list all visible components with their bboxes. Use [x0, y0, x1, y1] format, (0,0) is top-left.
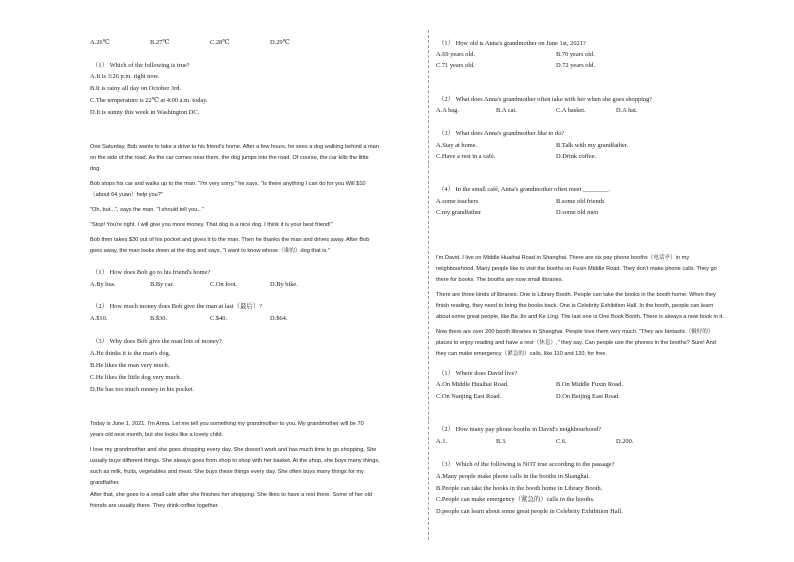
passage-line: finish reading, they need to bring the books back. One is Celebrity Exhibition Hall. In the booth, people can learn: [436, 303, 714, 309]
passage-line: they can make emergency（紧急的）calls, like 110 and 120, for free.: [436, 351, 607, 357]
passage-line: there for books. The booths are now small libraries.: [436, 277, 564, 283]
option: C.A basket.: [556, 107, 586, 114]
question: （1） How does Bob go to his friend's home?: [92, 269, 211, 276]
option: D.By bike.: [270, 281, 298, 288]
option: D.$64.: [270, 315, 288, 322]
option: B.It is rainy all day on October 3rd.: [90, 85, 182, 92]
passage-line: "Oh, but...", says the man. "I should tell you...": [90, 207, 204, 213]
passage-line: Now there are over 200 booth libraries in Shanghai. People love them very much. "They are fantastic（极好的）: [436, 329, 714, 335]
option: D.29℃: [270, 39, 290, 46]
option: C.28℃: [210, 39, 230, 46]
option: B.Talk with my grandfather.: [556, 142, 629, 149]
option: D.Drink coffee.: [556, 153, 597, 160]
passage-line: neighbourhood. Many people like to visit the booths on Fuxin Middle Road. They don't make phone calls. They go: [436, 266, 717, 272]
option: A.69 years old.: [436, 51, 476, 58]
question: （2） What does Anna's grandmother often take with her when she goes shopping?: [438, 96, 653, 103]
option: A.Stay at home.: [436, 142, 478, 149]
question: （2） How much money does Bob give the man at last（最后）?: [92, 303, 263, 310]
option: C.The temperature is 22℃ at 4:00 a.m. today.: [90, 97, 208, 104]
option: B.By car.: [150, 281, 174, 288]
passage-line: （about 64 yuan）help you?": [90, 192, 163, 198]
column-divider: [428, 30, 429, 540]
option: B.some old friends: [556, 198, 605, 205]
passage-line: dog.: [90, 166, 101, 172]
option: B.On Middle Fuxin Road.: [556, 381, 623, 388]
option: B.70 years old.: [556, 51, 595, 58]
option: D.72 years old.: [556, 62, 596, 69]
option: B.27℃: [150, 39, 170, 46]
passage-line: "Stop! You're right. I will give you more money. That dog is a nice dog. I think it is your best friend!": [90, 222, 333, 228]
option: A.It is 3:26 p.m. right now.: [90, 73, 160, 80]
passage-line: Bob stops his car and walks up to the man. "I'm very sorry," he says. "Is there anything I can do for you Will $10: [90, 181, 366, 187]
option: A.By bus.: [90, 281, 116, 288]
option: C.On foot.: [210, 281, 238, 288]
question: （1） How old is Anna's grandmother on June 1st, 2021?: [438, 40, 586, 47]
option: C.my grandfather: [436, 209, 482, 216]
option: B.3.: [496, 438, 507, 445]
option: A.A bag.: [436, 107, 459, 114]
question: （4） In the small café, Anna's grandmother often meet ________.: [438, 186, 611, 193]
passage-line: I love my grandmother and she goes shopping every day. She doesn't work and has much time to go shopping. She: [90, 447, 377, 453]
question: （1） Where does David live?: [438, 370, 518, 377]
passage-line: friends are usually there. They drink coffee together.: [90, 503, 219, 509]
option: D.200.: [616, 438, 634, 445]
option: A.1.: [436, 438, 448, 445]
passage-line: such as milk, fruits, vegetables and meat. She buys these things every day. She often buys many things for my: [90, 469, 364, 475]
passage-line: usually buys different things. She always goes from shop to shop with her basket. At the shop, she buys many things,: [90, 458, 380, 464]
passage-line: Today is June 1, 2021. I'm Anna. Let me tell you something my grandmother to you. My grandmother will be 70: [90, 421, 364, 427]
option: D.A hat.: [616, 107, 638, 114]
passage-line: on the side of the road. As the car comes near them, the dog jumps into the road. Of course, the car kills the little: [90, 155, 369, 161]
option: C.71 years old.: [436, 62, 475, 69]
question: （3） Which of the following is NOT true according to the passage?: [438, 461, 615, 468]
question: （3） Why does Bob give the man lots of money?: [92, 338, 222, 345]
option: C.Have a rest in a café.: [436, 153, 496, 160]
question: （3） What does Anna's grandmother like to do?: [438, 130, 565, 137]
option: D.people can learn about some great people in Celebrity Exhibition Hall.: [436, 508, 623, 515]
passage-line: goes away, the man looks down at the dog and says, "I want to know whose（谁的）dog that is.": [90, 248, 330, 254]
option: A.Many people make phone calls in the booths in Shanghai.: [436, 473, 590, 480]
passage-line: I'm David. I live on Middle Huaihai Road in Shanghai. There are six pay phone booths（电话亭）in my: [436, 255, 690, 261]
option: B.$30.: [150, 315, 168, 322]
option: C.He likes the little dog very much.: [90, 374, 182, 381]
option: A.some teachers: [436, 198, 479, 205]
option: C.$40.: [210, 315, 228, 322]
passage-line: about some great people, like Ba Jin and Ke Ling. The last one is One Book Booth. There is always a new book in it.: [436, 314, 724, 320]
passage-line: After that, she goes to a small café after she finishes her shopping. She likes to have a rest there. Some of her old: [90, 492, 373, 498]
question: （2） How many pay phone booths in David's neighbourhood?: [438, 426, 602, 433]
passage-line: One Saturday, Bob wants to take a drive to his friend's home. After a few hours, he sees a dog walking behind a man: [90, 144, 379, 150]
option: D.some old men: [556, 209, 599, 216]
option: D.It is sunny this week in Washington DC.: [90, 109, 200, 116]
option: A.$10.: [90, 315, 108, 322]
passage-line: Bob then takes $30 out of his pocket and gives it to the man. Then he thanks the man and drives away. After Bob: [90, 237, 370, 243]
option: C.On Nanjing East Road.: [436, 393, 502, 400]
option: A.26℃: [90, 39, 110, 46]
passage-line: grandfather.: [90, 480, 120, 486]
option: B.He likes the man very much.: [90, 362, 170, 369]
option: D.On Beijing East Road.: [556, 393, 620, 400]
passage-line: years old next month, but she looks like a lovely child.: [90, 432, 224, 438]
option: B.People can take the books in the booth home in Library Booth.: [436, 485, 603, 492]
question: （1） Which of the following is true?: [92, 62, 190, 69]
passage-line: places to enjoy reading and have a rest（休息）," they say. Can people use the phones in the booths? Sure! And: [436, 340, 716, 346]
option: D.He has too much money in his pocket.: [90, 386, 195, 393]
option: C.People can make emergency（紧急的）calls in the booths.: [436, 496, 595, 503]
option: C.6.: [556, 438, 567, 445]
option: B.A cat.: [496, 107, 517, 114]
passage-line: There are three kinds of libraries. One is Library Booth. People can take the books in the booth home. When they: [436, 292, 716, 298]
option: A.He thinks it is the man's dog.: [90, 350, 171, 357]
option: A.On Middle Huaihai Road.: [436, 381, 509, 388]
